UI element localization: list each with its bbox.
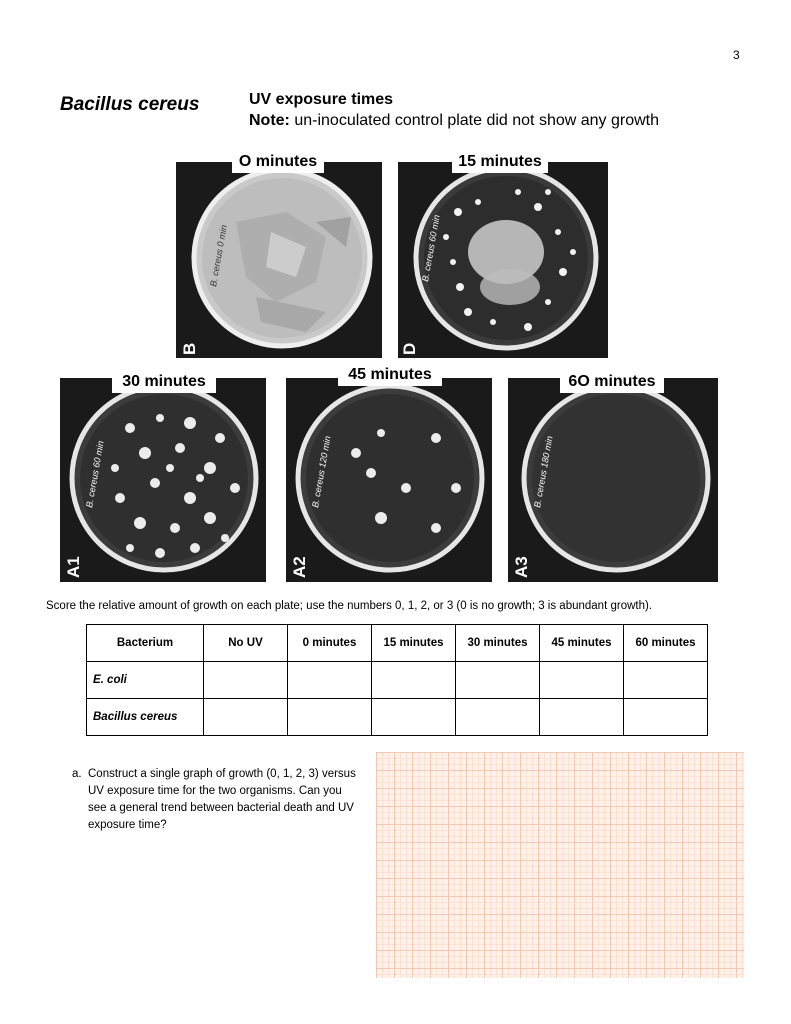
- graph-paper[interactable]: [376, 752, 744, 978]
- plate-image: [508, 378, 718, 582]
- plate-label-15-minutes: 15 minutes: [452, 151, 548, 173]
- score-cell[interactable]: [540, 699, 624, 736]
- plate-label-60-minutes: 6O minutes: [560, 371, 664, 393]
- score-cell[interactable]: [624, 699, 708, 736]
- plate-letter: D: [400, 342, 419, 355]
- score-cell[interactable]: [204, 699, 288, 736]
- score-cell[interactable]: [288, 699, 372, 736]
- score-cell[interactable]: [288, 662, 372, 699]
- score-cell[interactable]: [372, 699, 456, 736]
- header-bacterium: Bacterium: [87, 625, 204, 662]
- plate-image: [176, 162, 382, 358]
- plate-label-0-minutes: O minutes: [232, 151, 324, 173]
- plate-image: [60, 378, 266, 582]
- plate-handwriting: B. cereus 60 min: [420, 214, 442, 283]
- organism-title: Bacillus cereus: [60, 94, 200, 115]
- plate-label-45-minutes: 45 minutes: [338, 364, 442, 386]
- header-0-minutes: 0 minutes: [288, 625, 372, 662]
- plate-0-minutes: [176, 162, 382, 358]
- page-number: 3: [733, 48, 740, 62]
- score-cell[interactable]: [204, 662, 288, 699]
- note-text: un-inoculated control plate did not show any growth: [289, 112, 660, 129]
- plate-letter: A3: [512, 556, 531, 578]
- row-label-bacillus-cereus: Bacillus cereus: [87, 699, 204, 736]
- plate-45-minutes: [286, 378, 492, 582]
- plate-image: [398, 162, 608, 358]
- score-cell[interactable]: [624, 662, 708, 699]
- plate-15-minutes: [398, 162, 608, 358]
- plate-30-minutes: [60, 378, 266, 582]
- question-marker: a.: [72, 768, 82, 780]
- plate-handwriting: B. cereus 180 min: [532, 435, 555, 509]
- plate-60-minutes: [508, 378, 718, 582]
- plate-letter: A1: [64, 556, 83, 578]
- plate-label-30-minutes: 30 minutes: [112, 371, 216, 393]
- plate-letter: B: [180, 342, 199, 355]
- plate-image: [286, 378, 492, 582]
- score-cell[interactable]: [372, 662, 456, 699]
- score-cell[interactable]: [456, 699, 540, 736]
- uv-exposure-title: UV exposure times: [249, 91, 394, 108]
- plate-handwriting: B. cereus 60 min: [84, 440, 106, 509]
- row-label-e-coli: E. coli: [87, 662, 204, 699]
- table-row-e-coli: [87, 662, 708, 699]
- plate-letter: A2: [290, 556, 309, 578]
- table-row-bacillus-cereus: [87, 699, 708, 736]
- header-45-minutes: 45 minutes: [540, 625, 624, 662]
- instructions: Score the relative amount of growth on each plate; use the numbers 0, 1, 2, or 3 (0 is no growth; 3 is abundant growth).: [46, 600, 653, 612]
- header-30-minutes: 30 minutes: [456, 625, 540, 662]
- question-text: Construct a single graph of growth (0, 1, 2, 3) versus UV exposure time for the two organisms. Can you see a general trend between bacterial death and UV exposure time?: [88, 768, 356, 831]
- plate-handwriting: B. cereus 0 min: [208, 224, 229, 288]
- header-no-uv: No UV: [204, 625, 288, 662]
- header-60-minutes: 60 minutes: [624, 625, 708, 662]
- table-header-row: [87, 625, 708, 662]
- score-table: [86, 624, 708, 736]
- score-cell[interactable]: [456, 662, 540, 699]
- plate-handwriting: B. cereus 120 min: [310, 435, 333, 509]
- question-a: [72, 766, 362, 834]
- header-15-minutes: 15 minutes: [372, 625, 456, 662]
- note-line: [249, 112, 659, 130]
- score-cell[interactable]: [540, 662, 624, 699]
- note-label: Note:: [249, 112, 290, 129]
